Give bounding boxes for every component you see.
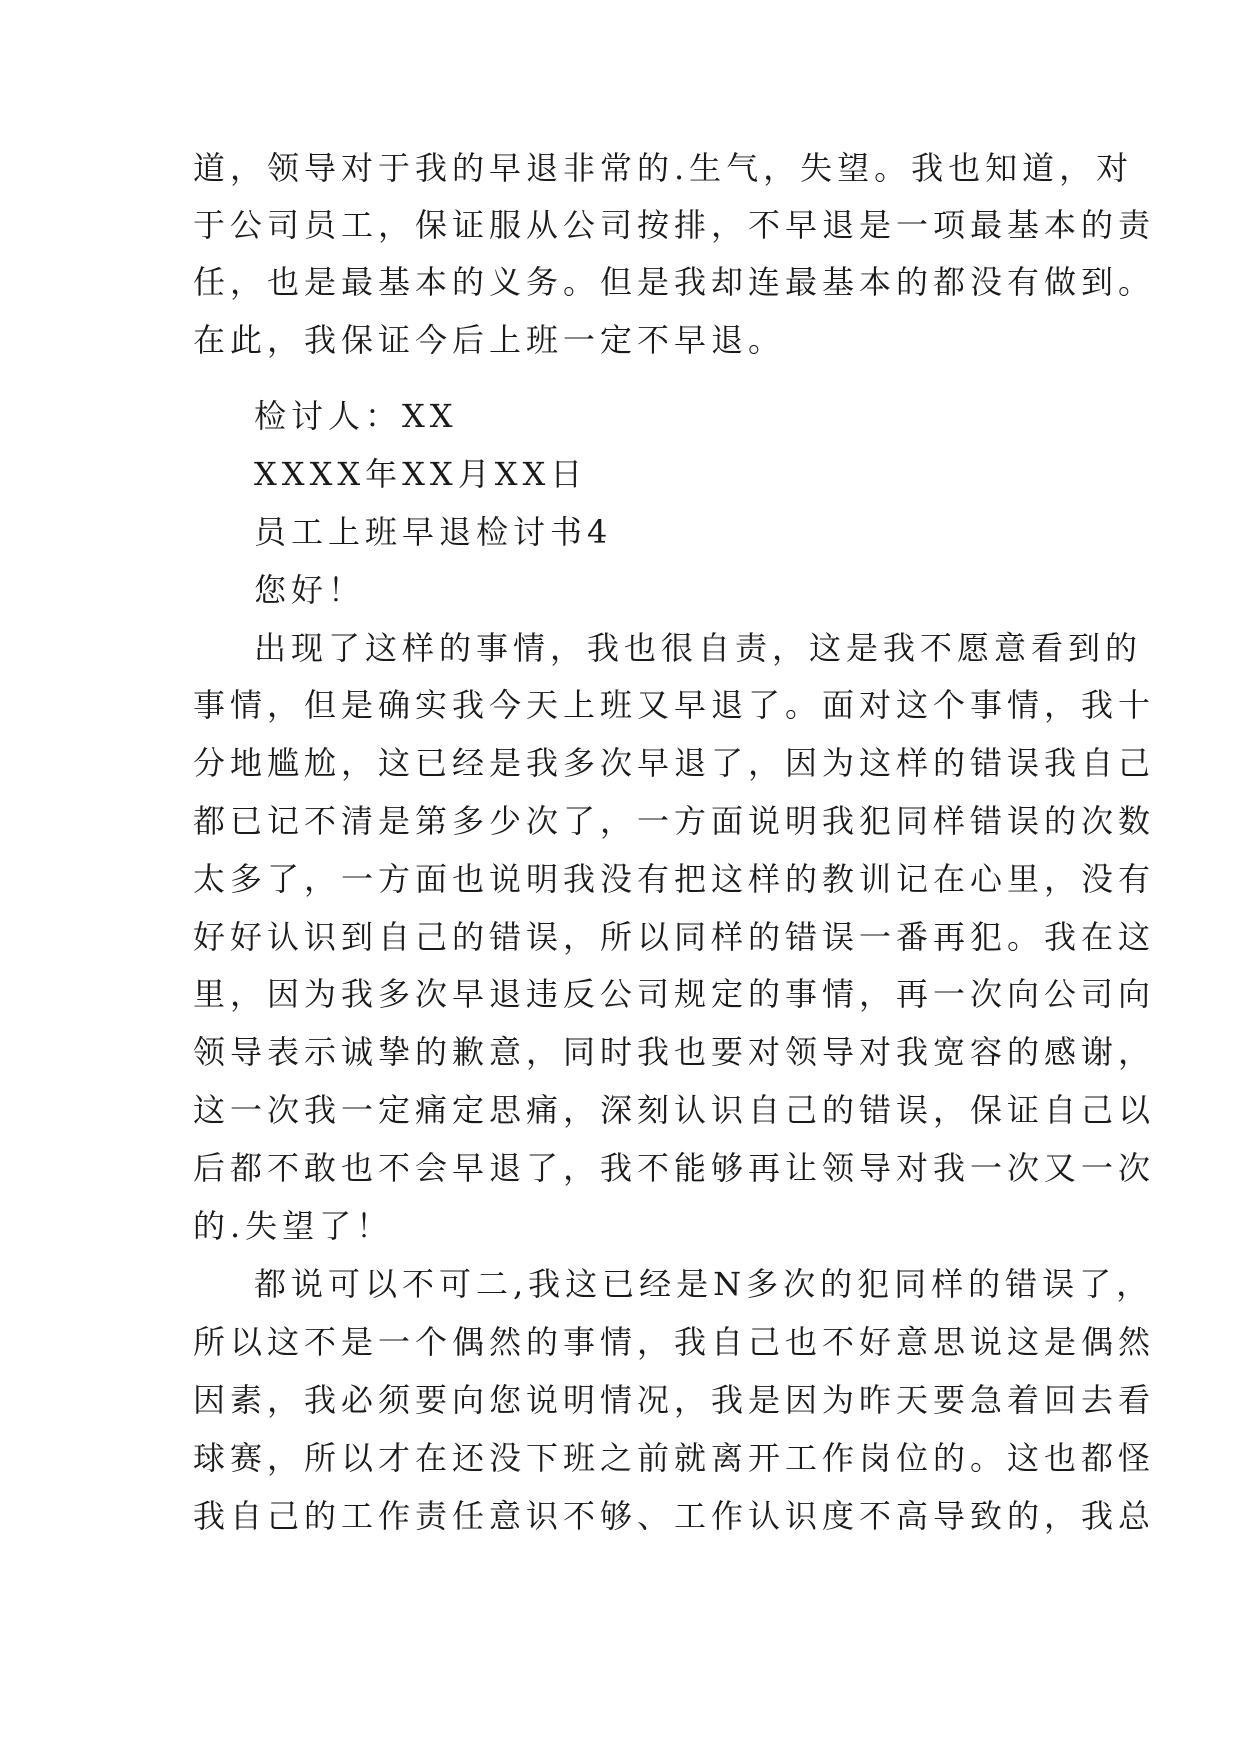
text-line: 领导表示诚挚的歉意，同时我也要对领导对我宽容的感谢， <box>193 1033 1156 1071</box>
text-line: 太多了，一方面也说明我没有把这样的教训记在心里，没有 <box>193 860 1156 898</box>
text-line: 于公司员工，保证服从公司按排，不早退是一项最基本的责 <box>193 206 1156 244</box>
section-title: 员工上班早退检讨书4 <box>254 513 613 551</box>
greeting: 您好！ <box>254 571 366 609</box>
text-line: 里，因为我多次早退违反公司规定的事情，再一次向公司向 <box>193 975 1156 1013</box>
text-line: 所以这不是一个偶然的事情，我自己也不好意思说这是偶然 <box>193 1323 1156 1361</box>
signature-line: 检讨人：XX <box>254 397 458 435</box>
date-line: XXXX年XX月XX日 <box>254 455 588 493</box>
text-line: 因素，我必须要向您说明情况，我是因为昨天要急着回去看 <box>193 1381 1156 1419</box>
text-line: 道，领导对于我的早退非常的.生气，失望。我也知道，对 <box>193 149 1134 187</box>
text-line: 任，也是最基本的义务。但是我却连最基本的都没有做到。 <box>193 263 1156 301</box>
text-line: 都说可以不可二,我这已经是N多次的犯同样的错误了， <box>254 1265 1154 1303</box>
text-line: 后都不敢也不会早退了，我不能够再让领导对我一次又一次 <box>193 1149 1156 1187</box>
text-line: 好好认识到自己的错误，所以同样的错误一番再犯。我在这 <box>193 918 1156 956</box>
text-line: 分地尴尬，这已经是我多次早退了，因为这样的错误我自己 <box>193 744 1156 782</box>
text-line: 球赛，所以才在还没下班之前就离开工作岗位的。这也都怪 <box>193 1439 1156 1477</box>
text-line: 事情，但是确实我今天上班又早退了。面对这个事情，我十 <box>193 686 1156 724</box>
text-line: 出现了这样的事情，我也很自责，这是我不愿意看到的 <box>254 629 1143 667</box>
text-line: 在此，我保证今后上班一定不早退。 <box>193 321 786 359</box>
text-line: 都已记不清是第多少次了，一方面说明我犯同样错误的次数 <box>193 802 1156 840</box>
text-line: 我自己的工作责任意识不够、工作认识度不高导致的，我总 <box>193 1497 1156 1535</box>
text-line: 的.失望了！ <box>193 1207 394 1245</box>
text-line: 这一次我一定痛定思痛，深刻认识自己的错误，保证自己以 <box>193 1091 1156 1129</box>
